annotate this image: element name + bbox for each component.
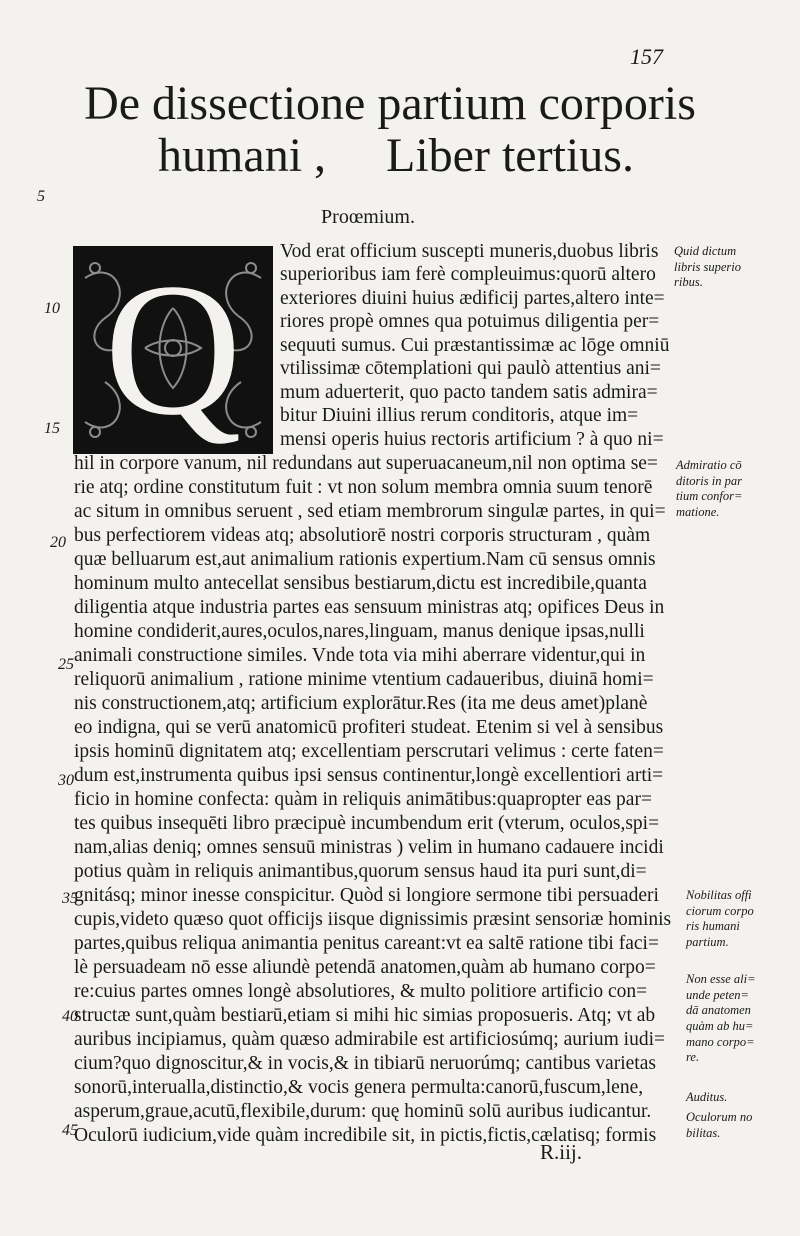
margin-note: Non esse ali= unde peten= dā anatomen quàm ab hu= mano corpo= re. <box>686 972 756 1065</box>
text-line: cium?quo dignoscitur,& in vocis,& in tibiarū neruorúmq; cantibus varietas <box>74 1053 656 1074</box>
text-line: structæ sunt,quàm bestiarū,etiam si mihi hic simias proposueris. Atq; vt ab <box>74 1005 656 1026</box>
line-number: 15 <box>44 420 60 437</box>
text-line: exteriores diuini huius ædificij partes,altero inte= <box>280 288 665 309</box>
line-number: 30 <box>58 772 74 789</box>
decorated-initial: Q <box>73 246 273 454</box>
text-line: sonorū,interualla,distinctio,& vocis genera permulta:canorū,fuscum,lene, <box>74 1077 644 1098</box>
line-number: 45 <box>62 1122 78 1139</box>
line-number: 25 <box>58 656 74 673</box>
text-line: riores propè omnes qua potuimus diligentia per= <box>280 311 660 332</box>
text-line: ac situm in omnibus seruent , sed etiam membrorum singulæ partes, in qui= <box>74 501 666 522</box>
text-line: homine condiderit,aures,oculos,nares,linguam, manus denique ipsas,nulli <box>74 621 645 642</box>
text-line: nis constructionem,atq; artificium explorātur.Res (ita me deus amet)planè <box>74 693 648 714</box>
text-line: asperum,graue,acutū,flexibile,durum: quę hominū solū auribus iudicantur. <box>74 1101 652 1122</box>
text-line: hominum multo antecellat sensibus bestiarum,dictu est incredibile,quanta <box>74 573 647 594</box>
chapter-title-line-1: De dissectione partium corporis <box>84 77 696 130</box>
text-line: ficio in homine confecta: quàm in reliquis animātibus:quapropter eas par= <box>74 789 652 810</box>
text-line: bitur Diuini illius rerum conditoris, atque im= <box>280 405 639 426</box>
text-line: rie atq; ordine constitutum fuit : vt non solum membra omnia suum tenorē <box>74 477 653 498</box>
text-line: mum aduerterit, quo pacto tandem satis admira= <box>280 382 658 403</box>
text-line: eo indigna, qui se verū anatomicū profiteri studeat. Etenim si vel à sensibus <box>74 717 664 738</box>
margin-note: Auditus. <box>686 1090 728 1104</box>
text-line: reliquorū animalium , ratione minime vtentium cadaueribus, diuinā homi= <box>74 669 654 690</box>
margin-note: Nobilitas offi ciorum corpo ris humani partium. <box>686 888 754 949</box>
text-line: bus perfectiorem videas atq; absolutiorē nostri corporis structuram , quàm <box>74 525 651 546</box>
text-line: dum est,instrumenta quibus ipsi sensus continentur,longè excellentiori arti= <box>74 765 664 786</box>
line-number: 10 <box>44 300 60 317</box>
text-line: quæ belluarum est,aut animalium rationis expertium.Nam cū sensus omnis <box>74 549 656 570</box>
section-heading: Proœmium. <box>321 206 415 228</box>
text-line: Vod erat officium suscepti muneris,duobus libris <box>280 241 659 262</box>
line-number: 35 <box>62 890 78 907</box>
text-line: lè persuadeam nō esse aliundè petendā anatomen,quàm ab humano corpo= <box>74 957 656 978</box>
text-line: cupis,videto quæso quot officijs iisque dignissimis præsint sensoriæ hominis <box>74 909 672 930</box>
chapter-title-line-2: humani , Liber tertius. <box>158 129 634 182</box>
text-line: potius quàm in reliquis animantibus,quorum sensus haud ita puri sunt,di= <box>74 861 647 882</box>
line-number: 20 <box>50 534 66 551</box>
page-number: 157 <box>630 44 663 69</box>
signature-mark: R.iij. <box>540 1140 583 1164</box>
text-line: tes quibus insequēti libro præcipuè incumbendum erit (vterum, oculos,spi= <box>74 813 660 834</box>
text-line: re:cuius partes omnes longè absolutiores, & multo politiore artificio con= <box>74 981 648 1002</box>
text-line: hil in corpore vanum, nil redundans aut superuacaneum,nil non optima se= <box>74 453 658 474</box>
text-line: partes,quibus reliqua animantia penitus careant:vt ea saltē ratione tibi faci= <box>74 933 659 954</box>
text-line: nam,alias deniq; omnes sensuū ministras ) velim in humano cadauere incidi <box>74 837 664 858</box>
text-line: auribus incipiamus, quàm quæso admirabile est artificiosúmq; aurium iudi= <box>74 1029 666 1050</box>
text-line: Oculorū iudicium,vide quàm incredibile sit, in pictis,fictis,cælatisq; formis <box>74 1125 657 1146</box>
margin-note: Oculorum no bilitas. <box>686 1110 753 1140</box>
text-line: ipsis hominū dignitatem atq; excellentiam perscrutari velimus : certe faten= <box>74 741 664 762</box>
line-number: 5 <box>37 188 45 205</box>
text-line: superioribus iam ferè compleuimus:quorū altero <box>280 264 656 285</box>
line-number: 40 <box>62 1008 78 1025</box>
text-line: sequuti sumus. Cui præstantissimæ ac lōge omniū <box>280 335 670 356</box>
text-line: mensi operis huius rectoris artificium ? à quo ni= <box>280 429 664 450</box>
text-line: gnitásq; minor inesse conspicitur. Quòd si longiore sermone tibi persuaderi <box>74 885 659 906</box>
text-line: vtilissimæ cōtemplationi qui paulò attentius ani= <box>280 358 661 379</box>
margin-note: Admiratio cō ditoris in par tium confor= matione. <box>676 458 743 519</box>
text-line: diligentia atque industria partes eas sensuum ministras atq; opifices Deus in <box>74 597 665 618</box>
margin-note: Quid dictum libris superio ribus. <box>674 244 742 290</box>
text-line: animali constructione similes. Vnde tota via mihi aberrare videntur,qui in <box>74 645 646 666</box>
